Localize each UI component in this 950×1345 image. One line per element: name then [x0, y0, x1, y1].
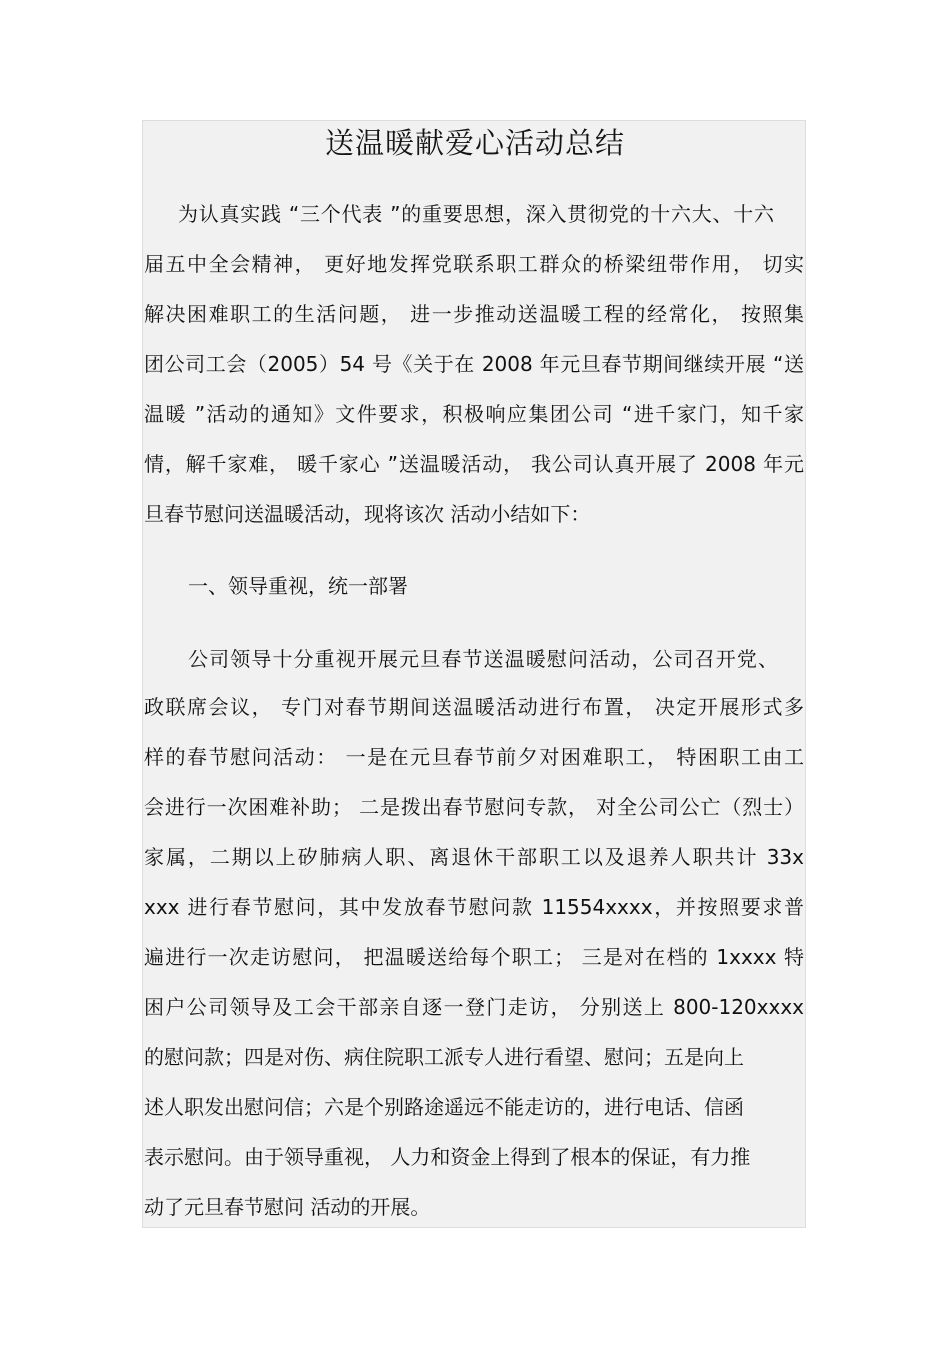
paragraph-line: 的慰问款；四是对伤、病住院职工派专人进行看望、慰问；五是向上 [144, 1045, 744, 1069]
paragraph-line: 届五中全会精神， 更好地发挥党联系职工群众的桥梁纽带作用， 切实 [144, 252, 804, 276]
paragraph-line: xxx 进行春节慰问，其中发放春节慰问款 11554xxxx，并按照要求普 [144, 895, 804, 919]
paragraph-line: 表示慰问。由于领导重视， 人力和资金上得到了根本的保证，有力推 [144, 1145, 751, 1169]
paragraph-line: 情，解千家难， 暖千家心 ”送温暖活动， 我公司认真开展了 2008 年元 [144, 452, 804, 476]
paragraph-line: 政联席会议， 专门对春节期间送温暖活动进行布置， 决定开展形式多 [144, 695, 804, 719]
paragraph-line: 样的春节慰问活动： 一是在元旦春节前夕对困难职工， 特困职工由工 [144, 745, 804, 769]
paragraph-line: 遍进行一次走访慰问， 把温暖送给每个职工； 三是对在档的 1xxxx 特 [144, 945, 804, 969]
paragraph-line: 困户公司领导及工会干部亲自逐一登门走访， 分别送上 800-120xxxx [144, 995, 804, 1019]
paragraph-line: 旦春节慰问送温暖活动，现将该次 活动小结如下： [144, 502, 591, 526]
section-heading: 一、领导重视，统一部署 [188, 574, 408, 598]
paragraph-line: 为认真实践 “三个代表 ”的重要思想，深入贯彻党的十六大、十六 [178, 202, 774, 226]
paragraph-line: 会进行一次困难补助； 二是拨出春节慰问专款， 对全公司公亡（烈士） [144, 795, 804, 819]
paragraph-line: 团公司工会（2005）54 号《关于在 2008 年元旦春节期间继续开展 “送 [144, 352, 804, 376]
paragraph-line: 述人职发出慰问信；六是个别路途遥远不能走访的，进行电话、信函 [144, 1095, 744, 1119]
paragraph-line: 家属，二期以上矽肺病人职、离退休干部职工以及退养人职共计 33x [144, 845, 804, 869]
paragraph-line: 公司领导十分重视开展元旦春节送温暖慰问活动，公司召开党、 [188, 647, 778, 671]
document-title: 送温暖献爱心活动总结 [324, 126, 625, 160]
paragraph-line: 温暖 ”活动的通知》文件要求，积极响应集团公司 “进千家门，知千家 [144, 402, 804, 426]
paragraph-line: 动了元旦春节慰问 活动的开展。 [144, 1195, 431, 1219]
paragraph-line: 解决困难职工的生活问题， 进一步推动送温暖工程的经常化， 按照集 [144, 302, 804, 326]
